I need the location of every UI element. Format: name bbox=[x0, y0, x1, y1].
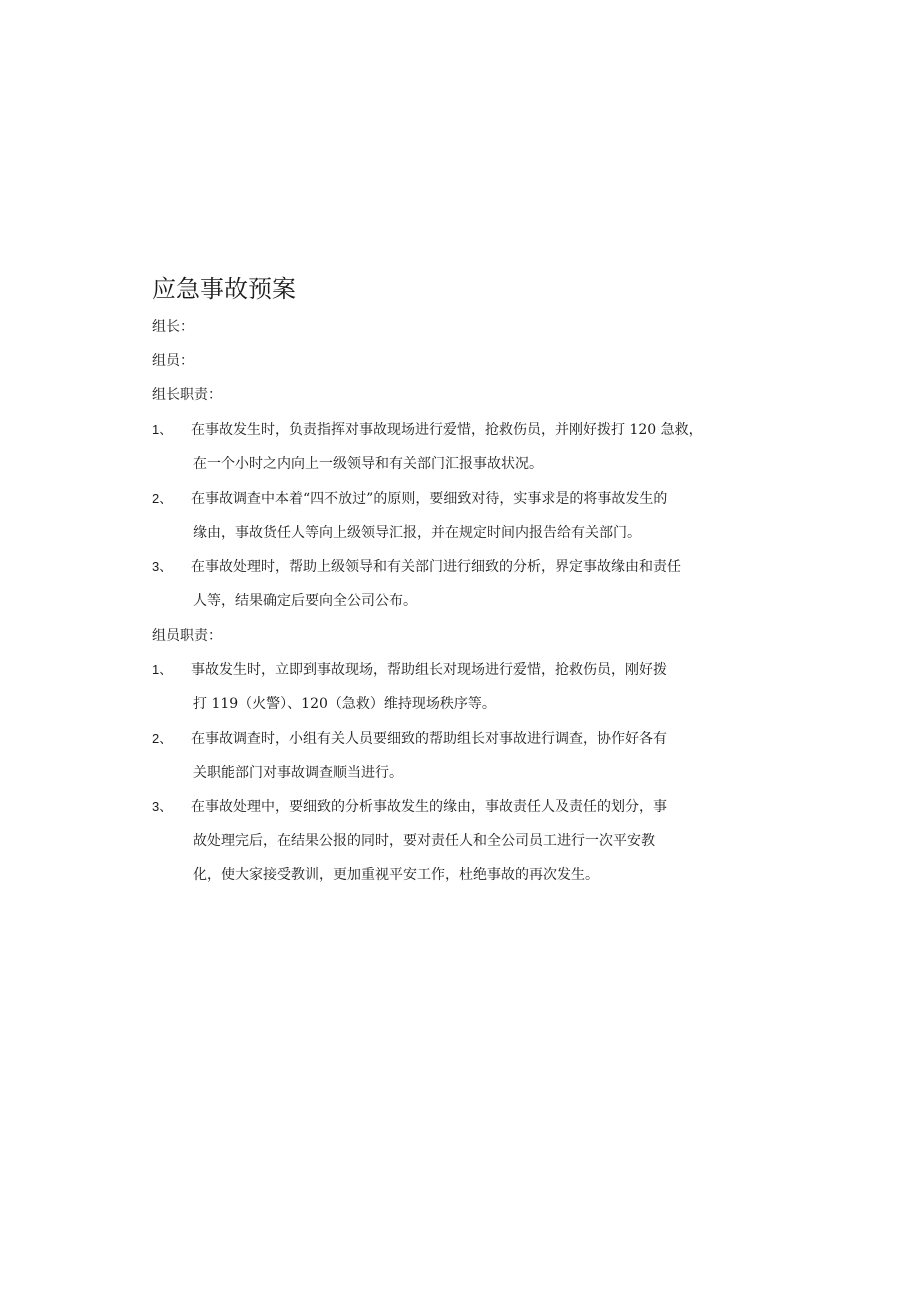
member-duty-line: 故处理完后，在结果公报的同时，要对责任人和全公司员工进行一次平安教 bbox=[193, 833, 655, 849]
member-duty-line: 关职能部门对事故调查顺当进行。 bbox=[193, 765, 403, 781]
member-duty-number: 1、 bbox=[152, 662, 173, 677]
leader-duty-number: 2、 bbox=[152, 491, 173, 506]
leader-duty-line: 在事故处理时，帮助上级领导和有关部门进行细致的分析，界定事故缘由和责任 bbox=[191, 559, 681, 575]
member-duty-line: 打 119（火警）、120（急救）维持现场秩序等。 bbox=[193, 696, 496, 712]
leader-duty-line: 在事故发生时，负责指挥对事故现场进行爱惜，抢救伤员，并刚好拨打 120 急救， bbox=[191, 422, 703, 438]
leader-duties-heading: 组长职责： bbox=[152, 387, 222, 403]
member-duty-number: 3、 bbox=[152, 799, 173, 814]
leader-duty-line: 在一个小时之内向上一级领导和有关部门汇报事故状况。 bbox=[193, 456, 543, 472]
leader-duty-line: 在事故调查中本着“四不放过”的原则，要细致对待，实事求是的将事故发生的 bbox=[191, 491, 668, 507]
leader-duty-number: 3、 bbox=[152, 559, 173, 574]
document-title: 应急事故预案 bbox=[152, 275, 296, 303]
member-duty-line: 事故发生时，立即到事故现场，帮助组长对现场进行爱惜，抢救伤员，刚好拨 bbox=[191, 662, 667, 678]
leader-label: 组长： bbox=[152, 319, 194, 335]
leader-duty-number: 1、 bbox=[152, 422, 173, 437]
member-duty-line: 在事故处理中，要细致的分析事故发生的缘由，事故责任人及责任的划分，事 bbox=[191, 799, 667, 815]
leader-duty-line: 缘由，事故货任人等向上级领导汇报，并在规定时间内报告给有关部门。 bbox=[193, 525, 641, 541]
member-duty-number: 2、 bbox=[152, 731, 173, 746]
leader-duty-line: 人等，结果确定后要向全公司公布。 bbox=[193, 593, 417, 609]
member-duty-line: 在事故调查时，小组有关人员要细致的帮助组长对事故进行调查，协作好各有 bbox=[191, 731, 667, 747]
member-label: 组员： bbox=[152, 353, 194, 369]
member-duties-heading: 组员职责： bbox=[152, 628, 222, 644]
member-duty-line: 化，使大家接受教训，更加重视平安工作，杜绝事故的再次发生。 bbox=[193, 867, 599, 883]
